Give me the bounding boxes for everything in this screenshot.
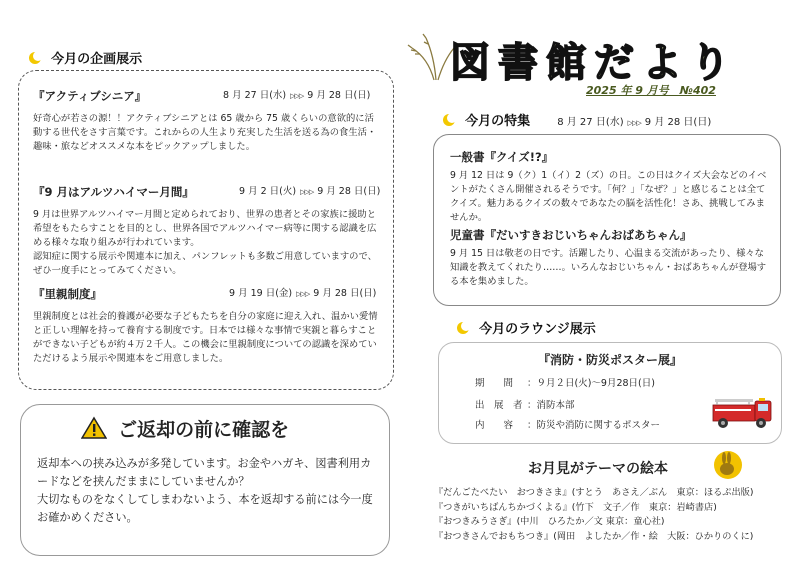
moon-icon [456,321,470,335]
book-item: 『だんごたべたい おつきさま』(すとう あさえ／ぶん 東京：ほるぷ出版) [434,487,754,498]
exhibit-item-dates: 8 月 27 日(水) ▷▷▷ 9 月 28 日(日) [223,90,371,101]
logo-char: よ [642,40,682,86]
issue-number: 2025 年 9 月号 №402 [586,84,716,97]
exhibit-item-body: 好奇心が若さの源！！アクティブシニアとは 65 歳から 75 歳くらいの意欲的に活動する世代をさす言葉です。これからの人生より充実した生活を送る為の食生活・趣味・旅などオススメな本をピックアップしました。 [33,113,377,152]
arrow-icon: ▷▷▷ [290,92,304,100]
feature-item-body: 9 月 15 日は敬老の日です。活躍したり、心温まる交流があったり、様々な知識を教えてくれたり……。いろんなおじいちゃん・おばあちゃんが登場する本を集めました。 [450,248,767,287]
feature-heading: 今月の特集 8 月 27 日(水) ▷▷▷ 9 月 28 日(日) [442,110,711,129]
moon-books-heading: お月見がテーマの絵本 [528,461,668,477]
arrow-icon: ▷▷▷ [627,119,641,127]
fire-truck-icon [711,395,773,429]
exhibit-item-dates: 9 月 2 日(火) ▷▷▷ 9 月 28 日(日) [239,186,381,197]
exhibit-item-title: 『9 月はアルツハイマー月間』 [33,185,194,199]
logo-char: 書 [498,40,538,86]
lounge-row: 期 間 ：９月２日(火)〜9月28日(日) [475,378,655,389]
feature-item-title: 一般書『クイズ!?』 [450,150,554,164]
exhibit-item [33,181,379,278]
feature-panel [433,134,781,306]
moon-icon [28,51,42,65]
logo-char: だ [594,40,634,86]
lounge-title: 『消防・防災ポスター展』 [537,353,682,367]
notice-heading: ご返却の前に確認を [81,415,289,442]
lounge-panel [438,342,782,444]
book-item: 『つきがいちばんちかづくよる』(竹下 文子／作 東京：岩崎書店) [434,501,717,513]
exhibit-item-title: 『里親制度』 [33,287,102,301]
lounge-row: 出 展 者 ：消防本部 [475,400,575,411]
moon-rabbit-icon [713,450,743,480]
moon-books-list [434,486,796,544]
lounge-row: 内 容 ：防災や消防に関するポスター [475,420,661,431]
exhibit-item-title: 『アクティブシニア』 [33,89,147,103]
moon-icon [442,113,456,127]
notice-body: 返却本への挟み込みが多発しています。お金やハガキ、図書利用カードなどを挟んだままにしていませんか？ 大切なものをなくしてしまわないよう、本を返却する前には今一度お確かめください。 [37,457,373,524]
susuki-grass-icon [408,34,454,80]
exhibit-item-body: 里親制度とは社会的養護が必要な子どもたちを自分の家庭に迎え入れ、温かい愛情と正しい理解を持って養育する制度です。日本では様々な事情で実親と暮らすことができない子どもが約４万２千人。この機会に里親制度についての認識を深めていただけるよう展示や関連本をご用意しました。 [33,311,378,364]
exhibit-item [33,85,379,154]
lounge-heading: 今月のラウンジ展示 [456,318,596,337]
notice-panel [20,404,390,556]
logo-char: 図 [450,40,490,86]
book-item: 『おつきさんでおもちつき』(岡田 よしたか／作・絵 大阪：ひかりのくに) [434,530,754,542]
newsletter-logo [404,18,794,88]
logo-char: り [690,40,730,86]
exhibit-panel [18,70,394,390]
feature-item-body: 9 月 12 日は 9（ク）1（イ）2（ズ）の日。この日はクイズ大会などのイベントがたくさん開催されるそうです。「何？」「なぜ？」と感じることは全てクイズ。魅力あるクイズの数々であなたの脳を活性化！さあ、挑戦してみませんか。 [450,170,767,223]
exhibit-item-dates: 9 月 19 日(金) ▷▷▷ 9 月 28 日(日) [229,288,377,299]
logo-char: 館 [546,40,586,86]
lounge-table [475,375,715,439]
exhibit-item-body: 9 月は世界アルツハイマー月間と定められており、世界の患者とその家族に援助と希望をもたらすことを目的とし、世界各国でアルツハイマー病等に関する認識を広める様々な取り組みが行われています。 認知症に関する展示や関連本に加え、パンフレットも多数ご用意していますので、ぜひ一度手にとってみてください。 [33,209,377,276]
warning-icon [81,416,107,440]
feature-item-title: 児童書『だいすきおじいちゃんおばあちゃん』 [450,228,692,242]
exhibit-heading: 今月の企画展示 [28,48,142,67]
feature-item [450,149,768,225]
feature-item [450,227,768,289]
exhibit-item [33,283,379,366]
book-item: 『おつきみうさぎ』(中川 ひろたか／文 東京：童心社) [434,516,665,527]
